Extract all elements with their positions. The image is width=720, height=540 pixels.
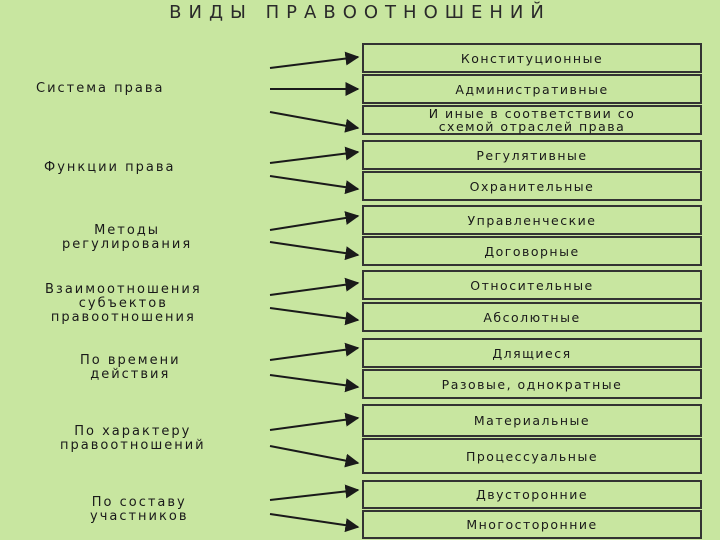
category-regulation-methods: Методы регулирования: [62, 223, 193, 252]
type-box-administrative: Административные: [362, 74, 702, 104]
arrow-participants-bilateral: [270, 490, 358, 500]
arrow-nature-procedural: [270, 446, 358, 463]
category-functions-of-law: Функции права: [44, 160, 176, 175]
category-system-of-law: Система права: [36, 81, 165, 96]
type-box-protective: Охранительные: [362, 171, 702, 201]
category-nature: По характеру правоотношений: [60, 424, 206, 453]
arrow-nature-material: [270, 418, 358, 430]
category-duration: По времени действия: [80, 353, 181, 382]
type-box-managerial: Управленческие: [362, 205, 702, 235]
arrow-participants-multilateral: [270, 514, 358, 527]
arrow-relations-relative: [270, 283, 358, 295]
type-box-multilateral: Многосторонние: [362, 510, 702, 539]
type-box-constitutional: Конституционные: [362, 43, 702, 73]
arrow-functions-regulatory: [270, 152, 358, 163]
type-box-bilateral: Двусторонние: [362, 480, 702, 509]
type-box-regulatory: Регулятивные: [362, 140, 702, 170]
category-participants: По составу участников: [90, 495, 189, 524]
type-box-material: Материальные: [362, 404, 702, 437]
type-box-other-branches: И иные в соответствии со схемой отраслей права: [362, 105, 702, 135]
type-box-absolute: Абсолютные: [362, 302, 702, 332]
type-box-continuing: Длящиеся: [362, 338, 702, 368]
arrow-methods-contractual: [270, 242, 358, 255]
type-box-contractual: Договорные: [362, 236, 702, 266]
arrow-duration-one-time: [270, 375, 358, 387]
category-subject-relations: Взаимоотношения субъектов правоотношения: [45, 282, 202, 325]
arrow-relations-absolute: [270, 308, 358, 320]
arrow-system-constitutional: [270, 57, 358, 68]
type-box-one-time: Разовые, однократные: [362, 369, 702, 399]
diagram-title: ВИДЫ ПРАВООТНОШЕНИЙ: [169, 2, 551, 23]
arrow-system-other: [270, 112, 358, 128]
type-box-procedural: Процессуальные: [362, 438, 702, 474]
arrow-functions-protective: [270, 176, 358, 189]
type-box-relative: Относительные: [362, 270, 702, 300]
arrow-duration-continuing: [270, 348, 358, 360]
arrow-methods-managerial: [270, 216, 358, 230]
